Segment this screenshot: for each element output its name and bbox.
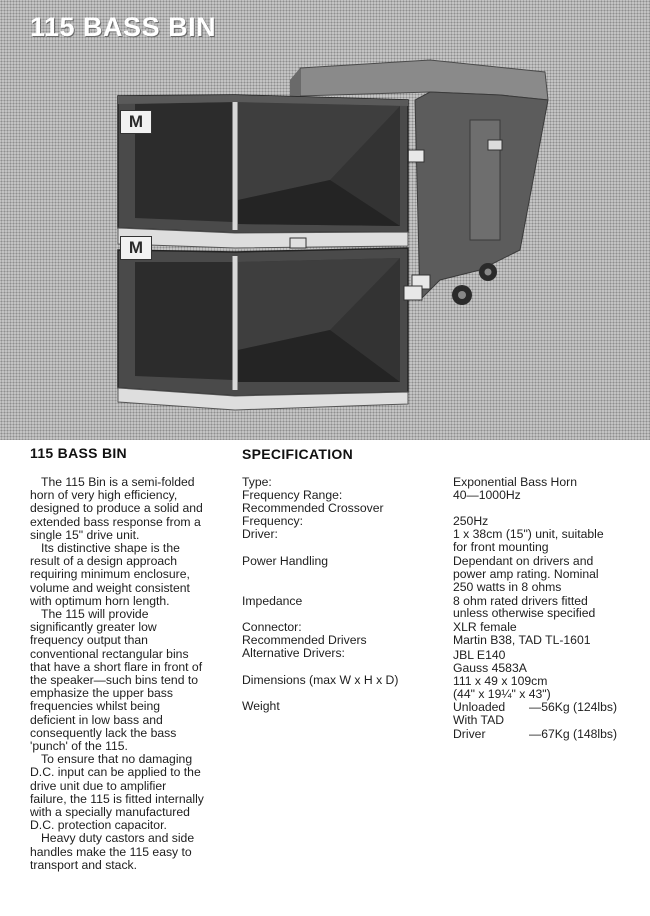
spec-label-weight: Weight <box>242 699 280 713</box>
logo-badge-bottom <box>120 236 152 260</box>
spec-label-dimensions: Dimensions (max W x H x D) <box>242 673 399 687</box>
spec-value-crossover: 250Hz <box>453 514 489 528</box>
spec-value-dimensions-imperial: (44" x 19¼" x 43") <box>453 687 551 701</box>
spec-label-driver: Driver: <box>242 527 278 541</box>
spec-value-impedance-note: unless otherwise specified <box>453 606 596 620</box>
spec-value-impedance: 8 ohm rated drivers fitted <box>453 594 588 608</box>
description-paragraph: Heavy duty castors and side handles make the 115 easy to transport and stack. <box>30 831 195 872</box>
spec-value-recommended-drivers: Martin B38, TAD TL-1601 <box>453 633 591 647</box>
weight-unloaded-label: Unloaded <box>453 700 506 714</box>
spec-value-weight-driver <box>453 728 617 741</box>
spec-value-weight-with-tad: With TAD <box>453 713 505 727</box>
specification-values <box>453 0 643 916</box>
description-paragraph: Its distinctive shape is the result of a design approach requiring minimum enclosure, volume and weight consistent with optimum horn length. <box>30 541 190 608</box>
spec-label-impedance: Impedance <box>242 594 303 608</box>
spec-value-driver-mounting: for front mounting <box>453 540 549 554</box>
weight-driver-value: —67Kg (148lbs) <box>529 727 618 741</box>
weight-unloaded-value: —56Kg (124lbs) <box>529 700 618 714</box>
product-heading: 115 BASS BIN <box>30 445 127 461</box>
logo-text: M <box>128 238 144 257</box>
spec-value-power: Dependant on drivers and <box>453 554 594 568</box>
spec-value-alt-driver-jbl: JBL E140 <box>453 648 506 662</box>
specification-labels <box>242 0 447 916</box>
spec-value-type: Exponential Bass Horn <box>453 475 577 489</box>
spec-label-crossover-frequency: Frequency: <box>242 514 303 528</box>
logo-badge-top <box>120 110 152 134</box>
spec-label-crossover: Recommended Crossover <box>242 501 384 515</box>
spec-label-power-handling: Power Handling <box>242 554 329 568</box>
spec-value-driver: 1 x 38cm (15") unit, suitable <box>453 527 604 541</box>
description-paragraph: The 115 Bin is a semi-folded horn of very high efficiency, designed to produce a solid and extended bass response from a single 15" drive unit. <box>30 475 203 542</box>
logo-text: M <box>128 112 144 131</box>
description-paragraph: The 115 will provide significantly greater low frequency output than conventional rectangular bins that have a short flare in front of the speaker—such bins tend to emphasize the upper bass frequencies whilst being deficient in low bass and consequently lack the bass 'punch' of the 115. <box>30 607 203 754</box>
weight-driver-label: Driver <box>453 727 486 741</box>
spec-value-alt-driver-gauss: Gauss 4583A <box>453 661 527 675</box>
description-paragraph: To ensure that no damaging D.C. input can be applied to the drive unit due to amplifier failure, the 115 is fitted internally with a specially manufactured D.C. protection capacitor. <box>30 752 204 833</box>
spec-label-type: Type: <box>242 475 272 489</box>
spec-value-connector: XLR female <box>453 620 517 634</box>
spec-label-frequency-range: Frequency Range: <box>242 488 343 502</box>
page-title: 115 BASS BIN <box>30 12 217 42</box>
spec-label-alternative-drivers: Alternative Drivers: <box>242 646 345 660</box>
spec-value-power-nominal: 250 watts in 8 ohms <box>453 580 562 594</box>
spec-label-recommended-drivers: Recommended Drivers <box>242 633 367 647</box>
spec-value-power-rating: power amp rating. Nominal <box>453 567 599 581</box>
spec-value-frequency-range: 40—1000Hz <box>453 488 521 502</box>
spec-value-dimensions-metric: 111 x 49 x 109cm <box>453 674 548 688</box>
product-description <box>30 476 206 872</box>
specification-heading: SPECIFICATION <box>242 446 353 462</box>
spec-label-connector: Connector: <box>242 620 302 634</box>
